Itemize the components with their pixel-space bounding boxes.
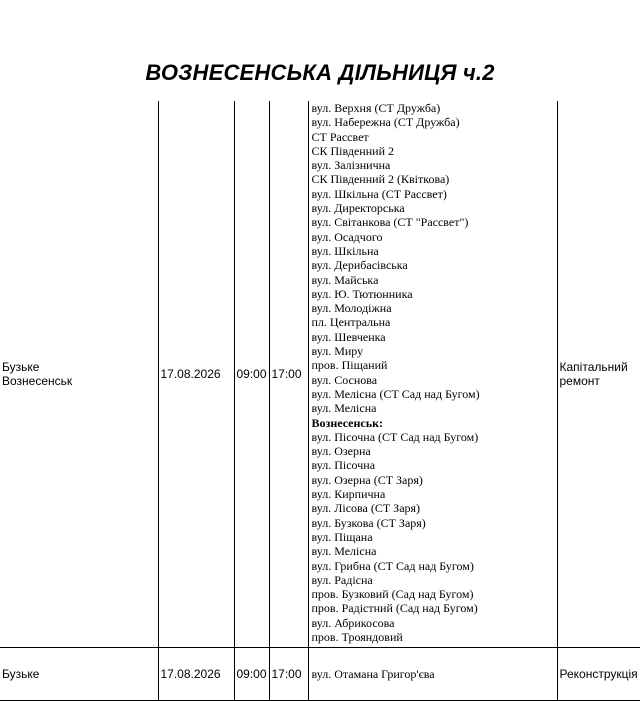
street-item: СК Південний 2 bbox=[311, 143, 394, 158]
street-item: вул. Мелісна (СТ Сад над Бугом) bbox=[311, 386, 480, 401]
street-item: вул. Залізнична bbox=[311, 158, 391, 173]
date-cell: 17.08.2026 bbox=[158, 101, 234, 648]
table-row bbox=[0, 648, 640, 701]
work-type-text: Капітальний bbox=[559, 359, 628, 374]
settlement-name: Вознесенськ bbox=[2, 374, 73, 388]
street-item: вул. Верхня (СТ Дружба) bbox=[311, 101, 441, 115]
street-item: пров. Піщаний bbox=[311, 358, 388, 373]
street-item: вул. Кирпична bbox=[311, 487, 386, 502]
street-item: вул. Ю. Тютюнника bbox=[311, 286, 413, 301]
street-item: вул. Радісна bbox=[311, 572, 373, 587]
street-item: вул. Шкільна (СТ Рассвет) bbox=[311, 186, 447, 201]
end-time-cell: 17:00 bbox=[269, 101, 308, 648]
work-type-cell bbox=[557, 648, 640, 701]
start-time-cell: 09:00 bbox=[234, 648, 269, 701]
street-item: вул. Осадчого bbox=[311, 229, 383, 244]
settlement-name: Бузьке bbox=[2, 666, 40, 681]
street-item: вул. Дерибасівська bbox=[311, 258, 408, 273]
work-type-text: ремонт bbox=[559, 374, 600, 388]
street-item: вул. Шкільна bbox=[311, 243, 379, 258]
settlement-cell bbox=[0, 101, 158, 648]
street-item: вул. Шевченка bbox=[311, 329, 386, 344]
street-group-heading: Вознесенськ: bbox=[311, 415, 384, 430]
street-item: СК Південний 2 (Квіткова) bbox=[311, 172, 450, 187]
streets-cell bbox=[308, 101, 557, 648]
outage-table bbox=[0, 101, 640, 701]
settlement-name: Бузьке bbox=[2, 359, 40, 374]
street-item: вул. Озерна (СТ Заря) bbox=[311, 472, 423, 487]
street-item: пров. Бузковий (Сад над Бугом) bbox=[311, 587, 474, 602]
street-item: вул. Молодіжна bbox=[311, 301, 392, 316]
street-item: вул. Пісочна (СТ Сад над Бугом) bbox=[311, 429, 479, 444]
page-title: ВОЗНЕСЕНСЬКА ДІЛЬНИЦЯ ч.2 bbox=[145, 60, 495, 85]
table-row bbox=[0, 101, 640, 648]
start-time-cell: 09:00 bbox=[234, 101, 269, 648]
street-item: пров. Радістний (Сад над Бугом) bbox=[311, 601, 478, 616]
streets-cell bbox=[308, 648, 557, 701]
date-cell: 17.08.2026 bbox=[158, 648, 234, 701]
street-item: вул. Мелісна bbox=[311, 401, 377, 416]
street-item: вул. Отамана Григор'єва bbox=[311, 666, 435, 681]
settlement-cell bbox=[0, 648, 158, 701]
street-item: вул. Грибна (СТ Сад над Бугом) bbox=[311, 558, 474, 573]
street-item: вул. Абрикосова bbox=[311, 615, 395, 630]
end-time-cell: 17:00 bbox=[269, 648, 308, 701]
work-type-text: Реконструкція bbox=[559, 666, 638, 681]
street-item: вул. Майська bbox=[311, 272, 379, 287]
street-item: вул. Пісочна bbox=[311, 458, 376, 473]
street-item: пров. Трояндовий bbox=[311, 629, 403, 644]
street-item: вул. Набережна (СТ Дружба) bbox=[311, 115, 460, 130]
work-type-cell bbox=[557, 101, 640, 648]
street-item: пл. Центральна bbox=[311, 315, 391, 330]
street-item: СТ Рассвет bbox=[311, 129, 369, 144]
street-item: вул. Мелісна bbox=[311, 544, 377, 559]
street-item: вул. Миру bbox=[311, 344, 364, 359]
street-item: вул. Світанкова (СТ "Рассвет") bbox=[311, 215, 469, 230]
street-item: вул. Бузкова (СТ Заря) bbox=[311, 515, 426, 530]
street-item: вул. Директорська bbox=[311, 201, 405, 216]
street-item: вул. Лісова (СТ Заря) bbox=[311, 501, 421, 516]
street-item: вул. Піщана bbox=[311, 529, 373, 544]
street-item: вул. Озерна bbox=[311, 444, 371, 459]
street-item: вул. Соснова bbox=[311, 372, 378, 387]
